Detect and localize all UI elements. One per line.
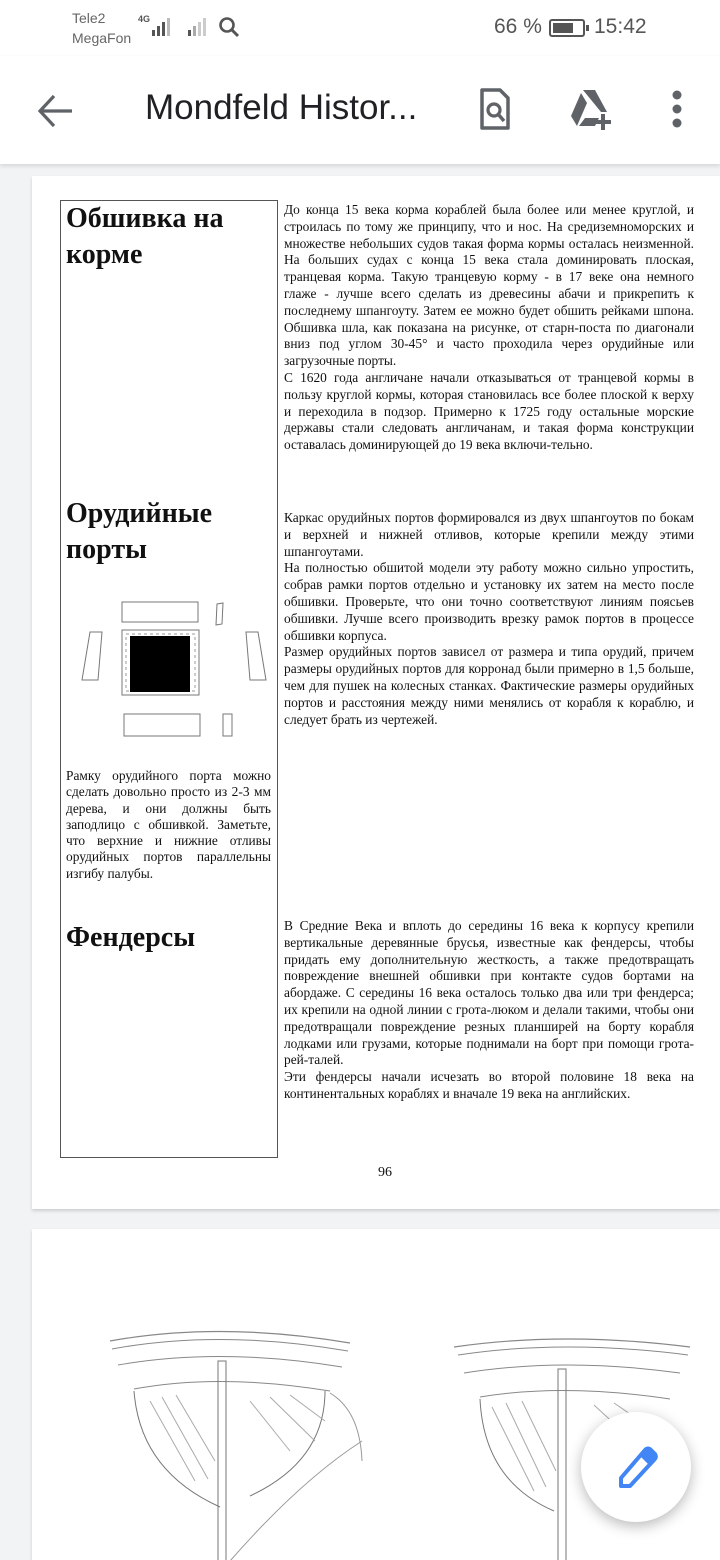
battery-percent: 66 % — [494, 15, 542, 38]
carrier-1: Tele2 — [72, 10, 106, 26]
add-to-drive-button[interactable] — [565, 84, 615, 134]
sidenote: Рамку орудийного порта можно сделать довольно просто из 2-3 мм дерева, и они должны быть заподлицо с обшивкой. Заметьте, что верхние и нижние отливы орудийных портов параллельны изгибу палубы. — [66, 768, 271, 881]
paragraph: Каркас орудийных портов формировался из двух шпангоутов по бокам и верхней и нижней отливов, которые крепили между этими шпангоутами. — [284, 510, 694, 559]
clock: 15:42 — [594, 15, 647, 38]
edit-fab-button[interactable] — [581, 1412, 691, 1522]
search-in-document-icon — [470, 84, 520, 134]
more-options-button[interactable] — [652, 84, 702, 134]
document-title: Mondfeld Histor... — [145, 88, 418, 127]
page-number: 96 — [378, 1165, 392, 1180]
more-vert-icon — [652, 84, 702, 134]
section-body — [284, 918, 694, 1103]
paragraph: Эти фендерсы начали исчезать во второй половине 18 века на континентальных кораблях и вначале 19 века на английских. — [284, 1069, 694, 1101]
carrier-names — [72, 8, 131, 48]
stern-drawing-left — [100, 1321, 380, 1560]
paragraph: С 1620 года англичане начали отказываться от транцевой кормы в пользу круглой кормы, которая становилась все более плоской к верху и переходила в подзор. Примерно к 1725 году остальные морские державы стали следовать англичанам, и такая форма конструкции оставалась доминирующей до 19 века включи-тельно. — [284, 369, 694, 453]
section-heading: Фендерсы — [66, 922, 196, 953]
app-bar — [0, 56, 720, 164]
paragraph: Размер орудийных портов зависел от размера и типа орудий, причем размеры орудийных портов для корронад были примерно в 1,5 больше, чем для пушек на колесных станках. Фактические размеры орудийных портов и расстояния между ними менялись от корабля к кораблю, и следует брать из чертежей. — [284, 644, 694, 727]
network-type: 4G — [138, 14, 151, 24]
signal-strength-icon — [138, 16, 172, 38]
edit-pencil-icon — [611, 1442, 661, 1492]
section-body — [284, 202, 694, 454]
carrier-2: MegaFon — [72, 30, 132, 46]
back-arrow-icon — [30, 86, 80, 136]
paragraph: В Средние Века и вплоть до середины 16 века к корпусу крепили вертикальные деревянные брусья, известные как фендерсы, чтобы придать ему дополнительную жесткость, а также предотвращать повреждение внешней обшивки при контакте судов бортами на абордаже. С середины 16 века осталось только два или три фендерса; их крепили на одной линии с грота-люком и делали такими, чтобы они предотвращали повреждение резных планширей на борту корабля лодками или грузами, которые поднимали на борт при помощи грота-рей-талей. — [284, 918, 694, 1068]
battery-icon — [549, 19, 585, 37]
find-in-document-button[interactable] — [470, 84, 520, 134]
document-page-96 — [32, 176, 720, 1209]
add-to-drive-icon — [565, 84, 617, 134]
paragraph: На полностью обшитой модели эту работу можно сильно упростить, собрав рамки портов отдельно и установку их затем на место после обшивки. Проверьте, что они точно соответствуют линиям поясьев обшивки. Лучше всего производить врезку рамок портов в процессе обшивки корпуса. — [284, 560, 694, 643]
section-body — [284, 510, 694, 728]
search-icon — [218, 16, 240, 38]
section-heading: Орудийные порты — [66, 498, 213, 565]
section-heading: Обшивка на корме — [66, 203, 224, 270]
paragraph: До конца 15 века корма кораблей была более или менее круглой, и строилась по тому же принципу, что и нос. На средиземноморских и множестве небольших судов такая форма кормы осталась неизменной. На больших судах с конца 15 века стала доминировать плоская, транцевая корма. Такую транцевую корму - в 17 веке она немного глаже - лучше всего сделать из древесины абачи и прикрепить к последнему шпангоуту. Затем ее можно будет обшить рейками шпона. Обшивка шла, как показана на рисунке, от старн-поста по диагонали вниз под углом 30-45° и часто проходила через орудийные или загрузочные порты. — [284, 202, 694, 369]
status-bar — [0, 0, 720, 56]
back-button[interactable] — [30, 86, 80, 136]
signal-strength-icon-2 — [188, 16, 212, 38]
gun-port-diagram — [80, 596, 270, 766]
